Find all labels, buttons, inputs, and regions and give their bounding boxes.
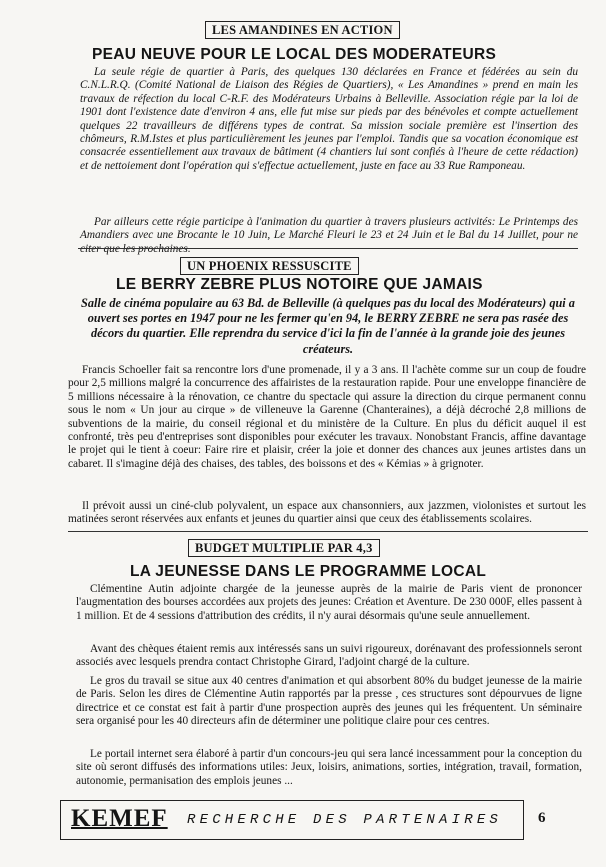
- paragraph-jeunesse-1: Clémentine Autin adjointe chargée de la jeunesse auprès de la mairie de Paris vient de prononcer l'augmentation des bourses accordées aux projets des jeunes: Création et Aventure. De 230 000F, elles passent à 1 million. Et de 4 sessions d'attribution des crédits, il n'y aurai désormais qu'une seule annuellement.: [76, 583, 582, 622]
- paragraph-amandines-1: La seule régie de quartier à Paris, des quelques 130 déclarées en France et fédérées au sein du C.N.L.R.Q. (Comité National de Liaison des Régies de Quartiers), « Les Amandines » prend en main les travaux de réfection du local C-R.F. des Modérateurs Urbains à Belleville. Association régie par la loi de 1901 dont l'existence date d'environ 4 ans, elle fut mise sur pieds par des bénévoles et compte actuellement quelques 22 travailleurs de différens types de contrat. Sa mission sociale première est l'insertion des chômeurs, R.M.Istes et plus particulièrement les jeunes par l'emploi. Tandis que sa vocation économique est consacrée essentiellement aux travaux de bâtiment (4 chantiers lui sont confiés à l'heure de cette rédaction) et de nettoiement dont l'opération qui s'effectue actuellement, juste en face au 33 Rue Ramponeau.: [80, 66, 578, 172]
- page-number: 6: [538, 810, 546, 826]
- lead-berry-zebre: Salle de cinéma populaire au 63 Bd. de Belleville (à quelques pas du local des Modérateurs) qui a ouvert ses portes en 1947 pour ne les fermer qu'en 94, le BERRY ZEBRE ne sera pas rasée des décors du quartier. Elle reprendra du service d'ici la fin de l'année à la grande joie des jeunes créateurs.: [81, 296, 575, 356]
- footer-banner: [60, 800, 524, 840]
- section-label-budget: BUDGET MULTIPLIE PAR 4,3: [188, 539, 380, 557]
- paragraph-jeunesse-3: Le gros du travail se situe aux 40 centres d'animation et qui absorbent 80% du budget jeunesse de la mairie de Paris. Selon les dires de Clémentine Autin rapportés par la presse , ces structures sont dépourvues de ligne directrice et ce constat est fait à partir d'une prospection auprès des jeunes qui les fréquentent. Un séminaire sera organisé pour les 40 directeurs afin de déterminer une politique claire pour ces centres.: [76, 675, 582, 728]
- paragraph-jeunesse-4: Le portail internet sera élaboré à partir d'un concours-jeu qui sera lancé incessamment pour la conception du site où seront diffusés des informations utiles: Jeux, loisirs, animations, sorties, intégration, travail, formation, autonomie, permanisation des emplois jeunes ...: [76, 748, 582, 787]
- paragraph-berry-zebre-2: Il prévoit aussi un ciné-club polyvalent, un espace aux chansonniers, aux jazzmen, violonistes et surtout les matinées seront réservées aux enfants et jeunes du quartier ainsi que ceux des établissements scolaires.: [68, 500, 586, 526]
- paragraph-amandines-2: Par ailleurs cette régie participe à l'animation du quartier à travers plusieurs activités: Le Printemps des Amandiers avec une Brocante le 10 Juin, Le Marché Fleuri le 23 et 24 Juin et le Bal du 14 Juillet, pour ne citer que les prochaines.: [80, 216, 578, 255]
- headline-jeunesse: LA JEUNESSE DANS LE PROGRAMME LOCAL: [130, 563, 487, 580]
- section-label-phoenix: UN PHOENIX RESSUSCITE: [180, 257, 359, 275]
- headline-berry-zebre: LE BERRY ZEBRE PLUS NOTOIRE QUE JAMAIS: [116, 276, 483, 293]
- footer-tagline: RECHERCHE DES PARTENAIRES: [187, 812, 503, 828]
- section-label-amandines: LES AMANDINES EN ACTION: [205, 21, 400, 39]
- paragraph-jeunesse-2: Avant des chèques étaient remis aux intéressés sans un suivi rigoureux, dorénavant des professionnels seront associés avec lesquels prendra contact Christophe Girard, l'adjoint chargé de la culture.: [76, 643, 582, 669]
- divider-1: [78, 248, 578, 249]
- paragraph-berry-zebre-1: Francis Schoeller fait sa rencontre lors d'une promenade, il y a 3 ans. Il l'achète comme sur un coup de foudre pour 2,5 millions malgré la concurrence des affairistes de la restauration rapide. Pour une enveloppe financière de 5 millions nécessaire à la rénovation, ce chantre du spectacle qui assure la direction du cirque permanent connu sous le nom « Un jour au cirque » de villeneuve la Garenne (Chanteraines), a déjà décroché 2,8 millions de subventions de la mairie, du conseil régional et du ministère de la Culture. En plus du déficit auquel il est confronté, très peu d'entreprises sont disponibles pour exécuter les travaux. Nonobstant Francis, affine davantage le projet qui le tient à coeur: Faire rire et plaisir, créer la joie et donner des chances aux jeunes artistes dans un cabaret. Il s'imagine déjà des chaises, des tables, des boissons et des « Kémias » à grignoter.: [68, 364, 586, 470]
- kemef-logo: KEMEF: [71, 805, 168, 832]
- divider-2: [68, 531, 588, 532]
- headline-peau-neuve: PEAU NEUVE POUR LE LOCAL DES MODERATEURS: [92, 46, 497, 63]
